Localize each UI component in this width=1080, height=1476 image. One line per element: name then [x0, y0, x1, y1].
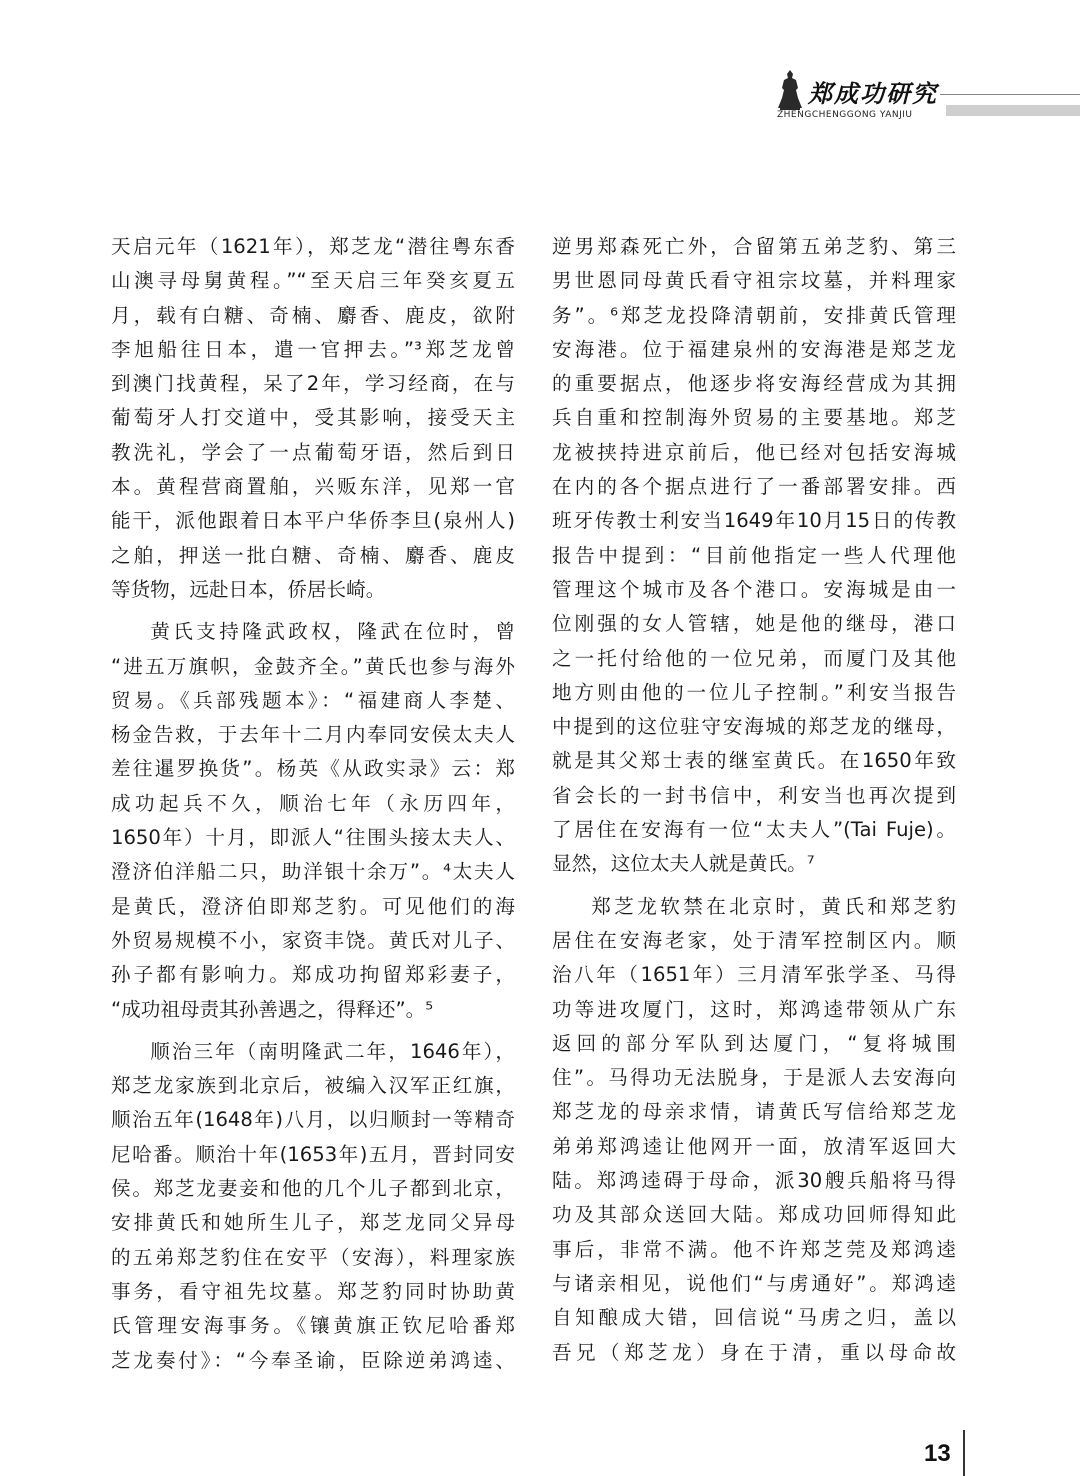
text-line: 的五弟郑芝豹住在安平（安海），料理家族 [111, 1245, 515, 1269]
text-line: 郑芝龙的母亲求情，请黄氏写信给郑芝龙 [552, 1100, 956, 1124]
text-line: 居住在安海老家，处于清军控制区内。顺 [552, 928, 956, 952]
text-line: 报告中提到：“目前他指定一些人代理他 [552, 543, 956, 567]
text-line: 显然，这位太夫人就是黄氏。⁷ [552, 852, 815, 876]
text-line: 能干，派他跟着日本平户华侨李旦(泉州人) [111, 509, 515, 533]
text-line: 安海港。位于福建泉州的安海港是郑芝龙 [552, 337, 956, 361]
text-line: 中提到的这位驻守安海城的郑芝龙的继母， [552, 715, 956, 739]
journal-header [776, 64, 1080, 128]
text-line: 之舶，押送一批白糖、奇楠、麝香、鹿皮 [111, 543, 515, 567]
text-line: 是黄氏，澄济伯即郑芝豹。可见他们的海 [111, 894, 515, 918]
journal-title: 郑成功研究 [808, 79, 938, 108]
text-line: 外贸易规模不小，家资丰饶。黄氏对儿子、 [111, 928, 515, 952]
text-line: 逆男郑森死亡外，合留第五弟芝豹、第三 [552, 235, 956, 258]
text-line: 月，载有白糖、奇楠、麝香、鹿皮，欲附 [111, 303, 515, 327]
statue-logo-icon [776, 68, 804, 110]
text-line: 孙子都有影响力。郑成功拘留郑彩妻子， [111, 963, 515, 987]
text-line: 弟弟郑鸿逵让他网开一面，放清军返回大 [552, 1134, 956, 1158]
left-text-column [111, 230, 515, 1378]
text-line: “成功祖母责其孙善遇之，得释还”。⁵ [111, 997, 434, 1021]
text-line: 杨金告救，于去年十二月内奉同安侯太夫人 [111, 723, 515, 747]
text-line: 功及其部众送回大陆。郑成功回师得知此 [552, 1203, 956, 1227]
text-line: 地方则由他的一位儿子控制。”利安当报告 [552, 680, 956, 704]
header-divider [940, 94, 1080, 95]
text-line: 本。黄程营商置舶，兴贩东洋，见郑一官 [111, 475, 515, 499]
text-line: 氏管理安海事务。《镶黄旗正钦尼哈番郑 [111, 1314, 515, 1338]
text-line: 成功起兵不久，顺治七年（永历四年， [111, 791, 515, 815]
text-line: 务”。⁶郑芝龙投降清朝前，安排黄氏管理 [552, 303, 956, 327]
text-line: 到澳门找黄程，呆了2年，学习经商，在与 [111, 372, 515, 396]
text-line: 李旭船往日本，遣一官押去。”³郑芝龙曾 [111, 337, 515, 361]
text-line: 山澳寻母舅黄程。”“至天启三年癸亥夏五 [111, 269, 515, 293]
text-line: 陆。郑鸿逵碍于母命，派30艘兵船将马得 [552, 1169, 956, 1193]
text-line: 尼哈番。顺治十年(1653年)五月，晋封同安 [111, 1142, 515, 1166]
text-line: “进五万旗帜，金鼓齐全。”黄氏也参与海外 [111, 654, 515, 678]
text-line: 兵自重和控制海外贸易的主要基地。郑芝 [552, 406, 956, 430]
text-line: 贸易。《兵部残题本》：“福建商人李楚、 [111, 688, 515, 712]
text-line: 位刚强的女人管辖，她是他的继母，港口 [552, 612, 956, 636]
text-line: 侯。郑芝龙妻妾和他的几个儿子都到北京， [111, 1177, 515, 1201]
text-line: 葡萄牙人打交道中，受其影响，接受天主 [111, 406, 515, 430]
text-line: 吾兄（郑芝龙）身在于清，重以母命故 [552, 1340, 956, 1364]
text-line: 安排黄氏和她所生儿子，郑芝龙同父异母 [111, 1211, 515, 1235]
text-line: 顺治五年(1648年)八月，以归顺封一等精奇 [111, 1108, 515, 1132]
text-line: 差往暹罗换货”。杨英《从政实录》云：郑 [111, 757, 515, 781]
text-line: 澄济伯洋船二只，助洋银十余万”。⁴太夫人 [111, 860, 515, 884]
text-line: 在内的各个据点进行了一番部署安排。西 [552, 475, 956, 499]
text-line: 了居住在安海有一位“太夫人”(Tai Fuje)。 [552, 818, 956, 842]
text-line: 芝龙奏付》：“今奉圣谕，臣除逆弟鸿逵、 [111, 1348, 515, 1372]
text-line: 顺治三年（南明隆武二年，1646年）， [150, 1039, 515, 1063]
text-line: 省会长的一封书信中，利安当也再次提到 [552, 783, 956, 807]
text-line: 郑芝龙软禁在北京时，黄氏和郑芝豹 [591, 894, 956, 918]
right-text-column [552, 230, 956, 1370]
text-line: 管理这个城市及各个港口。安海城是由一 [552, 577, 956, 601]
text-line: 事务，看守祖先坟墓。郑芝豹同时协助黄 [111, 1279, 515, 1303]
text-line: 就是其父郑士表的继室黄氏。在1650年致 [552, 749, 956, 773]
text-line: 返回的部分军队到达厦门，“复将城围 [552, 1031, 956, 1055]
text-line: 天启元年（1621年），郑芝龙“潜往粤东香 [111, 235, 515, 258]
text-line: 男世恩同母黄氏看守祖宗坟墓，并料理家 [552, 269, 956, 293]
text-line: 1650年）十月，即派人“往围头接太夫人、 [111, 826, 515, 850]
text-line: 事后，非常不满。他不许郑芝莞及郑鸿逵 [552, 1237, 956, 1261]
text-line: 班牙传教士利安当1649年10月15日的传教 [552, 509, 956, 533]
page-number: 13 [924, 1440, 951, 1467]
text-line: 之一托付给他的一位兄弟，而厦门及其他 [552, 646, 956, 670]
text-line: 功等进攻厦门，这时，郑鸿逵带领从广东 [552, 997, 956, 1021]
text-line: 自知酿成大错，回信说“马虏之归，盖以 [552, 1306, 956, 1330]
text-line: 黄氏支持隆武政权，隆武在位时，曾 [150, 620, 515, 644]
header-band [946, 105, 1080, 116]
text-line: 住”。马得功无法脱身，于是派人去安海向 [552, 1066, 956, 1090]
text-line: 郑芝龙家族到北京后，被编入汉军正红旗， [111, 1074, 515, 1098]
text-line: 教洗礼，学会了一点葡萄牙语，然后到日 [111, 440, 515, 464]
text-line: 等货物，远赴日本，侨居长崎。 [111, 577, 386, 601]
journal-subtitle: ZHENGCHENGGONG YANJIU [777, 110, 913, 120]
text-line: 的重要据点，他逐步将安海经营成为其拥 [552, 372, 956, 396]
text-line: 龙被挟持进京前后，他已经对包括安海城 [552, 440, 956, 464]
page-number-rule [963, 1430, 965, 1476]
text-line: 与诸亲相见，说他们“与虏通好”。郑鸿逵 [552, 1271, 956, 1295]
text-line: 治八年（1651年）三月清军张学圣、马得 [552, 963, 956, 987]
